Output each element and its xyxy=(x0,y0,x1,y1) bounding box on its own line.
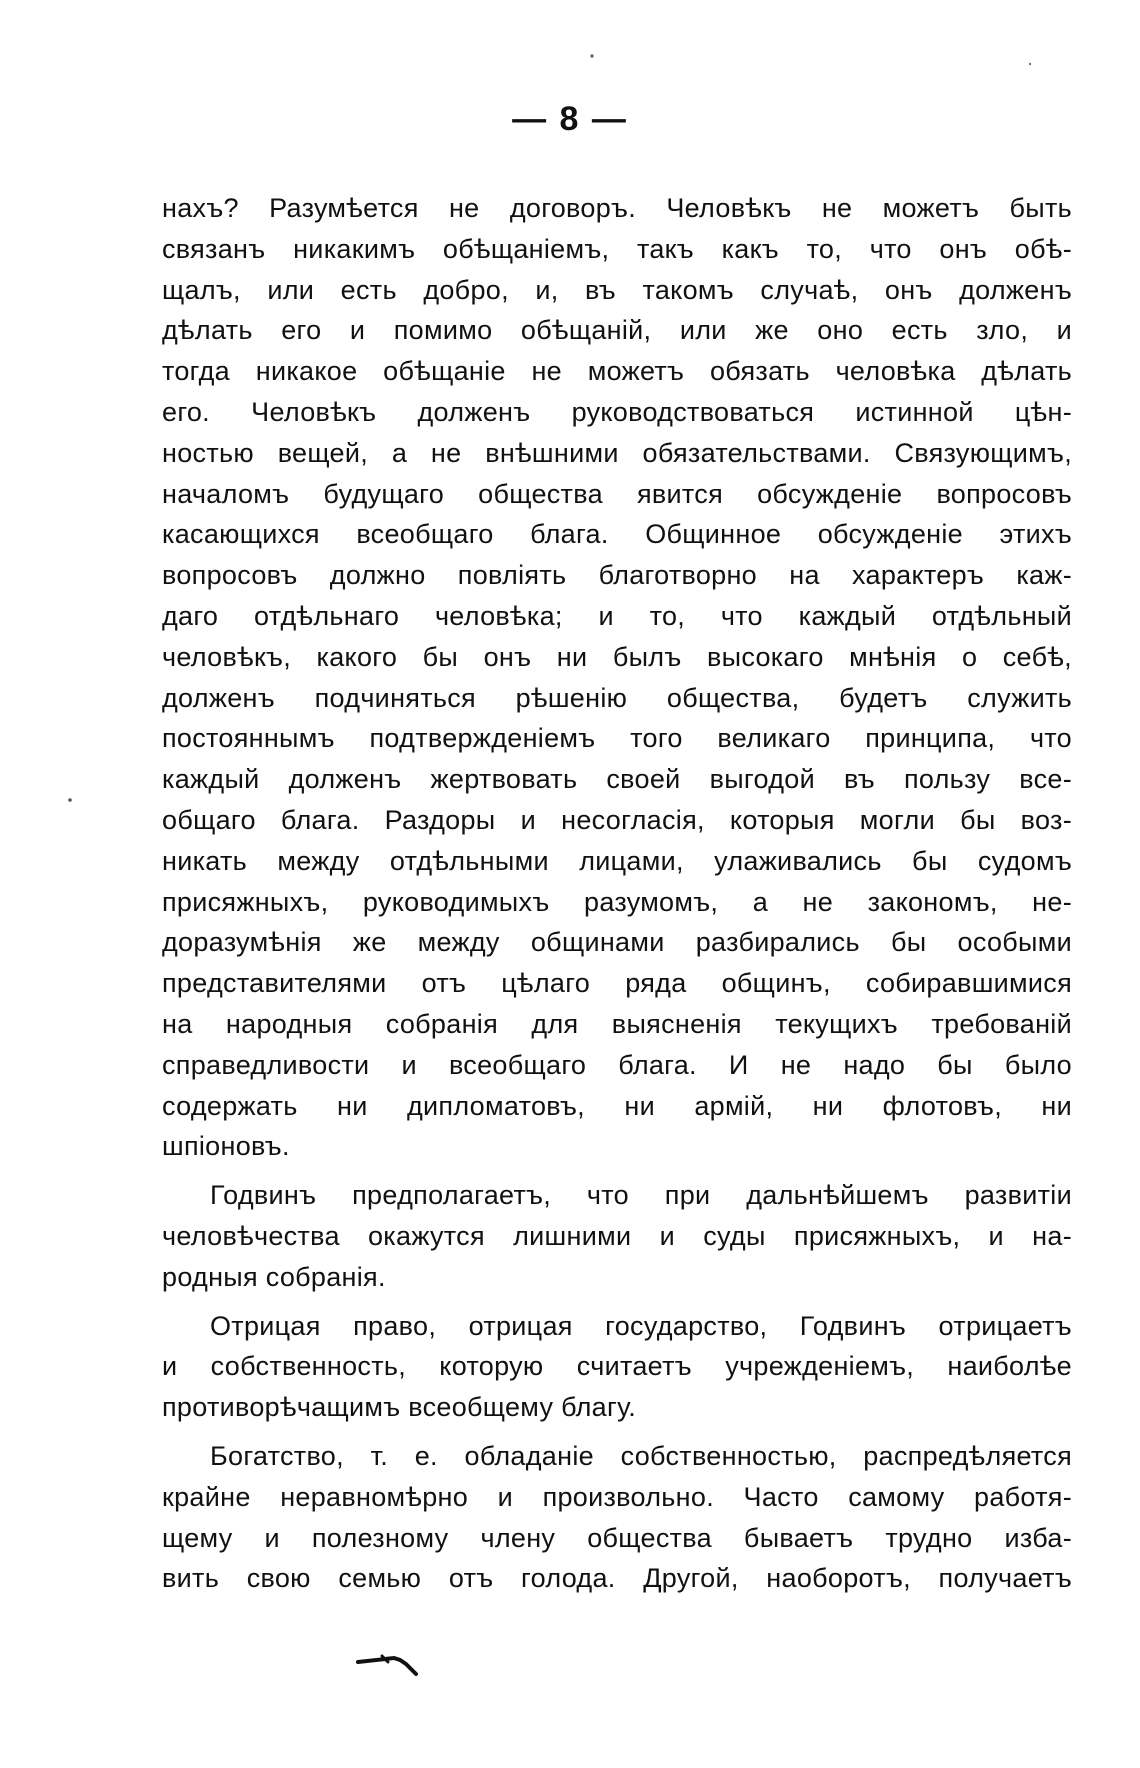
text-line: нахъ? Разумѣется не договоръ. Человѣкъ не можетъ быть xyxy=(162,193,1072,223)
text-line: содержать ни дипломатовъ, ни армій, ни флотовъ, ни xyxy=(162,1090,1072,1121)
ink-mark-icon xyxy=(354,1648,434,1678)
text-line: дѣлать его и помимо обѣщаній, или же оно есть зло, и xyxy=(162,315,1072,346)
text-line: шпіоновъ. xyxy=(162,1131,290,1162)
text-line: вить свою семью отъ голода. Другой, наоборотъ, получаетъ xyxy=(162,1563,1072,1594)
paragraph-2 xyxy=(162,1175,1072,1297)
text-line: тогда никакое обѣщаніе не можетъ обязать человѣка дѣлать xyxy=(162,356,1072,387)
text-line: представителями отъ цѣлаго ряда общинъ, собиравшимися xyxy=(162,968,1072,999)
paragraph-3 xyxy=(162,1306,1072,1428)
text-line: его. Человѣкъ долженъ руководствоваться истинной цѣн- xyxy=(162,396,1072,427)
text-line: крайне неравномѣрно и произвольно. Часто самому работя- xyxy=(162,1481,1072,1512)
text-line: родныя собранія. xyxy=(162,1261,386,1292)
text-line: ностью вещей, а не внѣшними обязательствами. Связующимъ, xyxy=(162,437,1072,468)
text-line: справедливости и всеобщаго блага. И не надо бы было xyxy=(162,1049,1072,1080)
text-line: доразумѣнія же между общинами разбирались бы особыми xyxy=(162,927,1072,958)
text-line: и собственность, которую считаетъ учрежденіемъ, наиболѣе xyxy=(162,1351,1072,1382)
text-line: противорѣчащимъ всеобщему благу. xyxy=(162,1392,637,1423)
text-line: связанъ никакимъ обѣщаніемъ, такъ какъ то, что онъ обѣ- xyxy=(162,233,1072,264)
paragraph-1 xyxy=(162,188,1072,1167)
body-text xyxy=(162,188,1072,1599)
text-line: началомъ будущаго общества явится обсужденіе вопросовъ xyxy=(162,478,1072,509)
paragraph-4 xyxy=(162,1436,1072,1599)
text-line: общаго блага. Раздоры и несогласія, которыя могли бы воз- xyxy=(162,804,1072,835)
paragraph-gap xyxy=(162,1428,1072,1436)
text-line: Богатство, т. е. обладаніе собственностью, распредѣляется xyxy=(210,1440,1072,1471)
text-line: человѣкъ, какого бы онъ ни былъ высокаго мнѣнія о себѣ, xyxy=(162,641,1072,672)
text-line: на народныя собранія для выясненія текущихъ требованій xyxy=(162,1008,1072,1039)
text-line: присяжныхъ, руководимыхъ разумомъ, а не закономъ, не- xyxy=(162,886,1072,917)
text-line: щему и полезному члену общества бываетъ трудно изба- xyxy=(162,1522,1072,1553)
paragraph-gap xyxy=(162,1167,1072,1175)
text-line: касающихся всеобщаго блага. Общинное обсужденіе этихъ xyxy=(162,519,1072,550)
text-line: никать между отдѣльными лицами, улаживались бы судомъ xyxy=(162,845,1072,876)
text-line: Годвинъ предполагаетъ, что при дальнѣйшемъ развитіи xyxy=(210,1180,1072,1211)
text-line: постояннымъ подтвержденіемъ того великаго принципа, что xyxy=(162,723,1072,754)
text-line: каждый долженъ жертвовать своей выгодой въ пользу все- xyxy=(162,764,1072,795)
text-line: долженъ подчиняться рѣшенію общества, будетъ служить xyxy=(162,682,1072,713)
text-line: человѣчества окажутся лишними и суды присяжныхъ, и на- xyxy=(162,1220,1072,1251)
text-line: даго отдѣльнаго человѣка; и то, что каждый отдѣльный xyxy=(162,600,1072,631)
text-line: Отрицая право, отрицая государство, Годвинъ отрицаетъ xyxy=(210,1310,1072,1341)
page-number: — 8 — xyxy=(512,100,628,138)
paragraph-gap xyxy=(162,1298,1072,1306)
text-line: вопросовъ должно повліять благотворно на характеръ каж- xyxy=(162,560,1072,591)
text-line: щалъ, или есть добро, и, въ такомъ случаѣ, онъ долженъ xyxy=(162,274,1072,305)
